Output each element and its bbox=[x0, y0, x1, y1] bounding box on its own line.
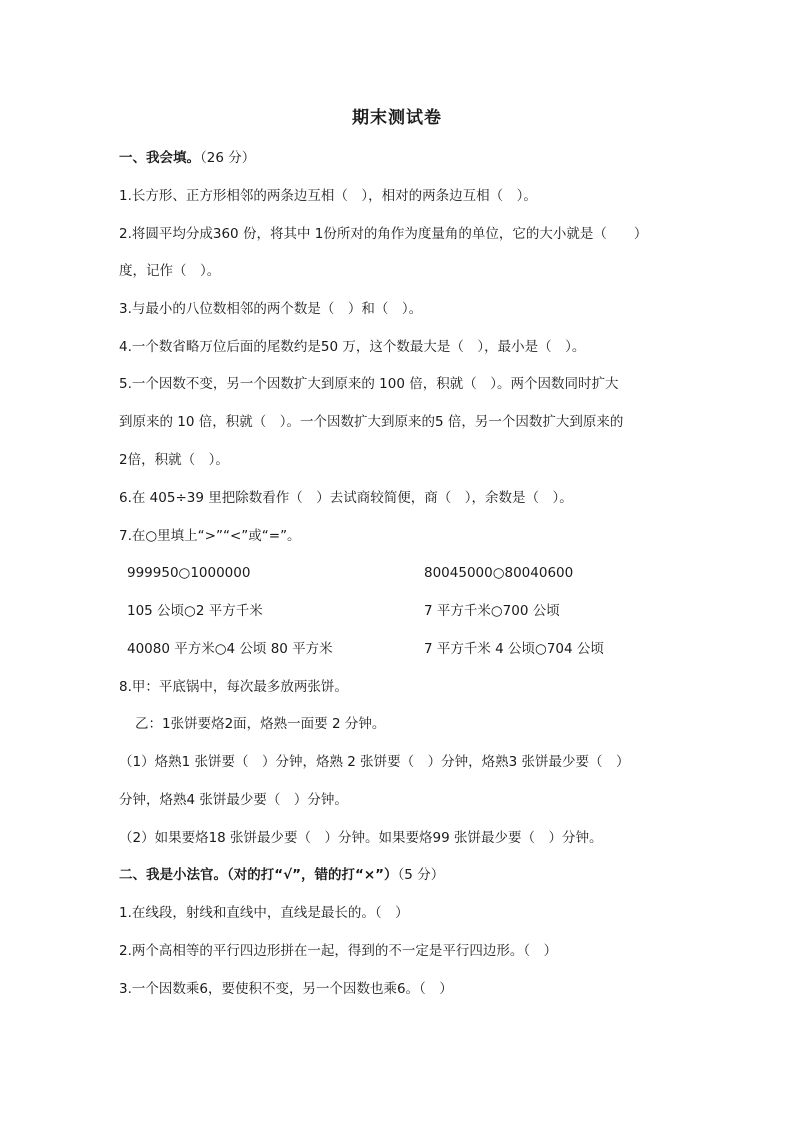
section1-score: （26 分） bbox=[200, 150, 256, 166]
section2-heading: 二、我是小法官。（对的打“√”，错的打“×”） bbox=[119, 867, 398, 883]
page-title: 期末测试卷 bbox=[352, 108, 442, 128]
question-5-line-3: 2倍，积就（ ）。 bbox=[119, 452, 229, 468]
question-8-sub-1-line-2: 分钟，烙熟4 张饼最少要（ ）分钟。 bbox=[119, 792, 348, 808]
question-2-line-1: 2.将圆平均分成360 份，将其中 1份所对的角作为度量角的单位，它的大小就是（ ） bbox=[119, 226, 648, 242]
question-8-sub-1-line-1: （1）烙熟1 张饼要（ ）分钟，烙熟 2 张饼要（ ）分钟，烙熟3 张饼最少要（ ） bbox=[119, 754, 630, 770]
section1-heading-row bbox=[119, 148, 255, 168]
compare-item: 7 平方千米○700 公顷 bbox=[424, 603, 560, 619]
section2-heading-row bbox=[119, 865, 444, 885]
section1-heading: 一、我会填。 bbox=[119, 150, 200, 166]
question-6: 6.在 405÷39 里把除数看作（ ）去试商较简便，商（ ），余数是（ ）。 bbox=[119, 490, 573, 506]
compare-item: 80045000○80040600 bbox=[424, 565, 574, 581]
question-7: 7.在○里填上“>”“<”或“=”。 bbox=[119, 528, 301, 544]
question-8-line-2: 乙：1张饼要烙2面，烙熟一面要 2 分钟。 bbox=[135, 716, 386, 732]
compare-item: 105 公顷○2 平方千米 bbox=[127, 603, 263, 619]
question-1: 1.长方形、正方形相邻的两条边互相（ ），相对的两条边互相（ ）。 bbox=[119, 188, 537, 204]
judge-question-1: 1.在线段，射线和直线中，直线是最长的。（ ） bbox=[119, 905, 409, 921]
judge-question-2: 2.两个高相等的平行四边形拼在一起，得到的不一定是平行四边形。（ ） bbox=[119, 943, 558, 959]
compare-item: 7 平方千米 4 公顷○704 公顷 bbox=[424, 641, 604, 657]
question-2-line-2: 度，记作（ ）。 bbox=[119, 263, 221, 279]
question-4: 4.一个数省略万位后面的尾数约是50 万，这个数最大是（ ），最小是（ ）。 bbox=[119, 339, 586, 355]
question-5-line-2: 到原来的 10 倍，积就（ ）。一个因数扩大到原来的5 倍，另一个因数扩大到原来的 bbox=[119, 414, 624, 430]
compare-item: 999950○1000000 bbox=[127, 565, 251, 581]
compare-item: 40080 平方米○4 公顷 80 平方米 bbox=[127, 641, 333, 657]
question-8-sub-2: （2）如果要烙18 张饼最少要（ ）分钟。如果要烙99 张饼最少要（ ）分钟。 bbox=[119, 830, 603, 846]
question-8-line-1: 8.甲：平底锅中，每次最多放两张饼。 bbox=[119, 679, 348, 695]
question-3: 3.与最小的八位数相邻的两个数是（ ）和（ ）。 bbox=[119, 301, 423, 317]
judge-question-3: 3.一个因数乘6，要使积不变，另一个因数也乘6。（ ） bbox=[119, 981, 453, 997]
section2-score: （5 分） bbox=[397, 867, 445, 883]
question-5-line-1: 5.一个因数不变，另一个因数扩大到原来的 100 倍，积就（ ）。两个因数同时扩大 bbox=[119, 376, 619, 392]
